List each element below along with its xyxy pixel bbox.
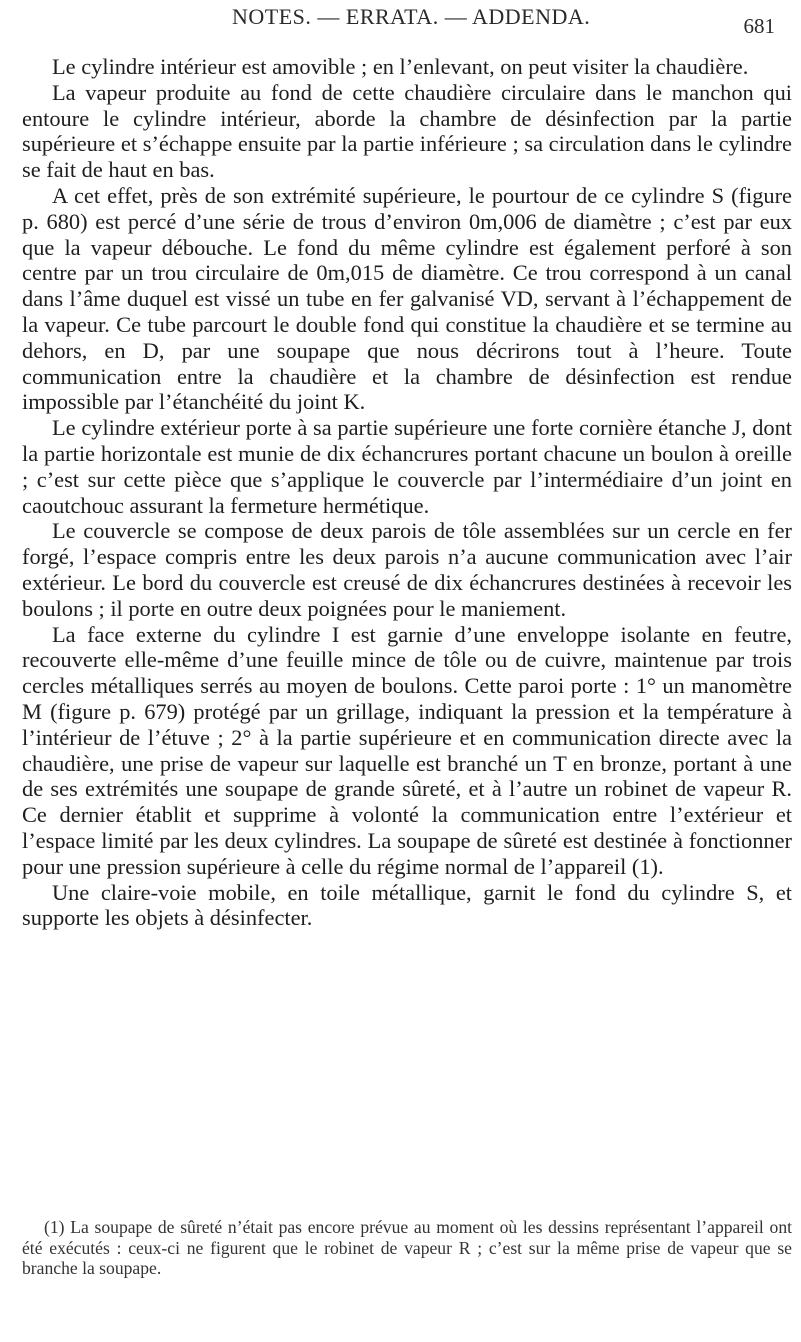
paragraph-3: A cet effet, près de son extrémité supérieure, le pourtour de ce cylindre S (figure p. 680) est percé d’une série de trous d’environ 0m,006 de diamètre ; c’est par eux que la vapeur débouche. Le fond du même cylindre est également perforé à son centre par un trou circulaire de 0m,015 de diamètre. Ce trou correspond à un canal dans l’âme duquel est vissé un tube en fer galvanisé VD, servant à l’échappement de la vapeur. Ce tube parcourt le double fond qui constitue la chaudière et se termine au dehors, en D, par une soupape que nous décrirons tout à l’heure. Toute communication entre la chaudière et la chambre de désinfection est rendue impossible par l’étanchéité du joint K. (22, 182, 792, 415)
footnote (22, 1217, 792, 1279)
footnote-text: (1) La soupape de sûreté n’était pas encore prévue au moment où les dessins représentant l’appareil ont été exécutés : ceux-ci ne figurent que le robinet de vapeur R ; c’est sur la même prise de vapeur que se branche la soupape. (22, 1217, 792, 1278)
paragraph-1: Le cylindre intérieur est amovible ; en l’enlevant, on peut visiter la chaudière. (52, 54, 749, 79)
paragraph-6: La face externe du cylindre I est garnie d’une enveloppe isolante en feutre, recouverte elle-même d’une feuille mince de tôle ou de cuivre, maintenue par trois cercles métalliques serrés au moyen de boulons. Cette paroi porte : 1° un manomètre M (figure p. 679) protégé par un grillage, indiquant la pression et la température à l’intérieur de l’étuve ; 2° à la partie supérieure et en communication directe avec la chaudière, une prise de vapeur sur laquelle est branché un T en bronze, portant à une de ses extrémités une soupape de grande sûreté, et à l’autre un robinet de vapeur R. Ce dernier établit et supprime à volonté la communication entre l’extérieur et l’espace limité par les deux cylindres. La soupape de sûreté est destinée à fonctionner pour une pression supérieure à celle du régime normal de l’appareil (1). (22, 621, 792, 879)
paragraph-5: Le couvercle se compose de deux parois de tôle assemblées sur un cercle en fer forgé, l’espace compris entre les deux parois n’a aucune communication avec l’air extérieur. Le bord du couvercle est creusé de dix échancrures destinées à recevoir les boulons ; il porte en outre deux poignées pour le maniement. (22, 518, 792, 621)
running-title: NOTES. — ERRATA. — ADDENDA. (232, 4, 591, 29)
running-head (0, 4, 801, 40)
paragraph-4: Le cylindre extérieur porte à sa partie supérieure une forte cornière étanche J, dont la partie horizontale est munie de dix échancrures portant chacune un boulon à oreille ; c’est sur cette pièce que s’applique le couvercle par l’intermédiaire d’un joint en caoutchouc assurant la fermeture hermétique. (22, 415, 792, 518)
paragraph-7: Une claire-voie mobile, en toile métallique, garnit le fond du cylindre S, et supporte les objets à désinfecter. (22, 879, 792, 931)
paragraph-2: La vapeur produite au fond de cette chaudière circulaire dans le manchon qui entoure le cylindre intérieur, aborde la chambre de désinfection par la partie supérieure et s’échappe ensuite par la partie inférieure ; sa circulation dans le cylindre se fait de haut en bas. (22, 79, 792, 183)
page-number: 681 (743, 14, 775, 38)
body-text (22, 54, 792, 931)
